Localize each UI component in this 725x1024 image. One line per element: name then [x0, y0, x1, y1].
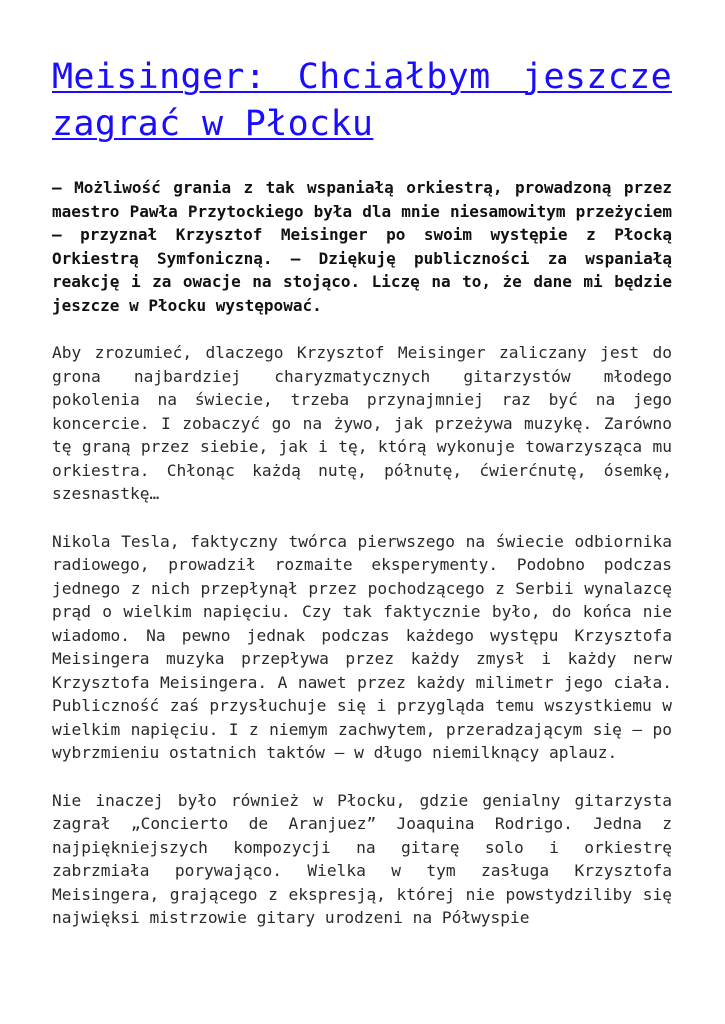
- article-paragraph-1: Aby zrozumieć, dlaczego Krzysztof Meisinger zaliczany jest do grona najbardziej charyzmatycznych gitarzystów młodego pokolenia na świecie, trzeba przynajmniej raz być na jego koncercie. I zobaczyć go na żywo, jak przeżywa muzykę. Zarówno tę graną przez siebie, jak i tę, którą wykonuje towarzysząca mu orkiestra. Chłonąc każdą nutę, półnutę, ćwierćnutę, ósemkę, szesnastkę…: [52, 343, 672, 503]
- article-lead: – Możliwość grania z tak wspaniałą orkiestrą, prowadzoną przez maestro Pawła Przytockiego była dla mnie niesamowitym przeżyciem – przyznał Krzysztof Meisinger po swoim występie z Płocką Orkiestrą Symfoniczną. – Dziękuję publiczności za wspaniałą reakcję i za owacje na stojąco. Liczę na to, że dane mi będzie jeszcze w Płocku występować.: [52, 178, 672, 315]
- article-paragraph-2: Nikola Tesla, faktyczny twórca pierwszego na świecie odbiornika radiowego, prowadził rozmaite eksperymenty. Podobno podczas jednego z nich przepłynął przez pochodzącego z Serbii wynalazcę prąd o wielkim napięciu. Czy tak faktycznie było, do końca nie wiadomo. Na pewno jednak podczas każdego występu Krzysztofa Meisingera muzyka przepływa przez każdy zmysł i każdy nerw Krzysztofa Meisingera. A nawet przez każdy milimetr jego ciała. Publiczność zaś przysłuchuje się i przygląda temu wszystkiemu w wielkim napięciu. I z niemym zachwytem, przeradzającym się – po wybrzmieniu ostatnich taktów – w długo niemilknący aplauz.: [52, 531, 672, 762]
- article-title-link[interactable]: Meisinger: Chciałbym jeszcze zagrać w Płocku: [52, 57, 672, 144]
- article-paragraph-3: Nie inaczej było również w Płocku, gdzie genialny gitarzysta zagrał „Concierto de Aranjuez” Joaquina Rodrigo. Jedna z najpiękniejszych kompozycji na gitarę solo i orkiestrę zabrzmiała porywająco. Wielka w tym zasługa Krzysztofa Meisingera, grającego z ekspresją, której nie powstydziliby się najwięksi mistrzowie gitary urodzeni na Półwyspie: [52, 790, 672, 927]
- article-title: [52, 54, 672, 148]
- article: [52, 54, 672, 954]
